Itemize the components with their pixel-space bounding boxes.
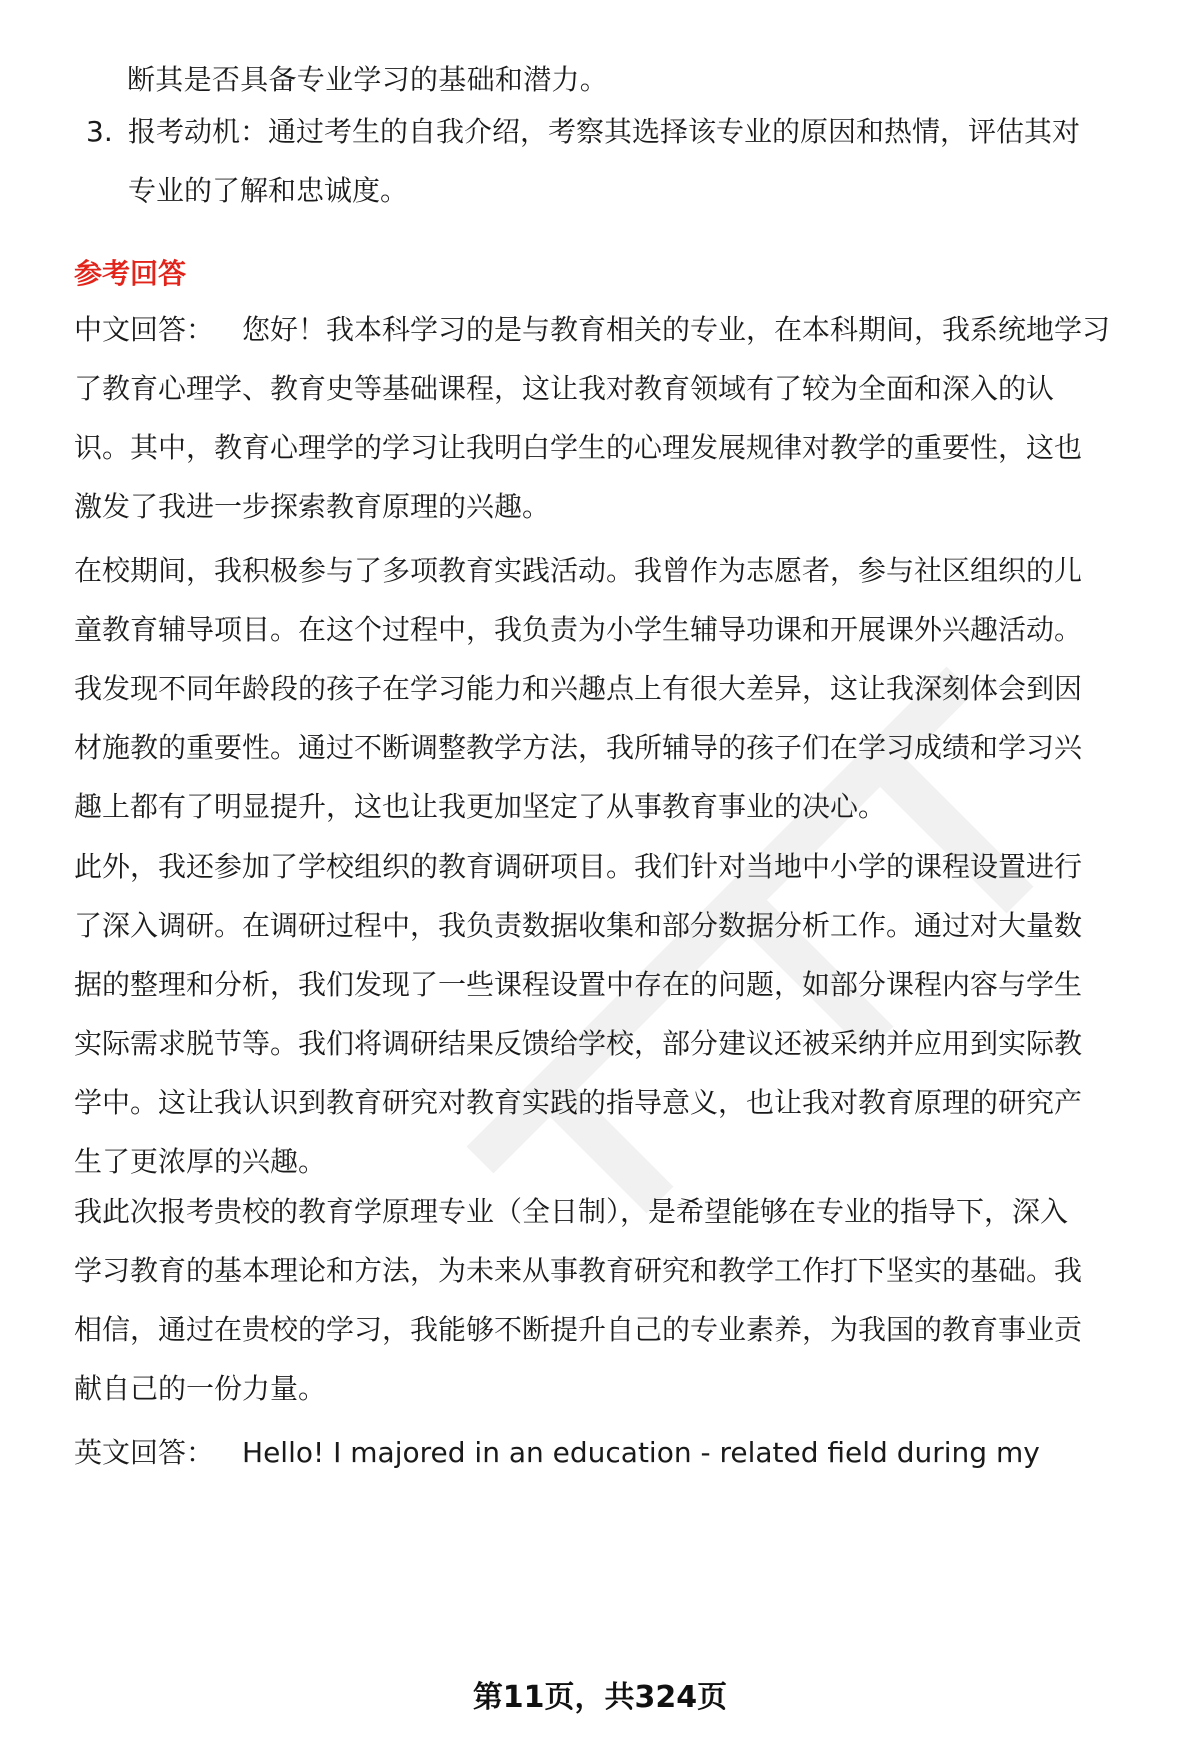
paragraph-line: 了深入调研。在调研过程中，我负责数据收集和部分数据分析工作。通过对大量数 — [74, 909, 1083, 942]
continuation-text: 断其是否具备专业学习的基础和潜力。 — [127, 63, 609, 96]
paragraph-line: 学习教育的基本理论和方法，为未来从事教育研究和教学工作打下坚实的基础。我 — [74, 1254, 1083, 1287]
page-footer: 第11页，共324页 — [472, 1680, 728, 1715]
paragraph-label: 英文回答： — [74, 1436, 215, 1469]
list-number: 3. — [86, 115, 113, 148]
paragraph-line: 英文回答： Hello! I majored in an education - related field during my — [74, 1436, 1040, 1469]
paragraph-line: 相信，通过在贵校的学习，我能够不断提升自己的专业素养，为我国的教育事业贡 — [74, 1313, 1083, 1346]
list-item-3 — [86, 102, 1156, 220]
paragraph-line: 激发了我进一步探索教育原理的兴趣。 — [74, 490, 551, 523]
paragraph-line: 学中。这让我认识到教育研究对教育实践的指导意义，也让我对教育原理的研究产 — [74, 1086, 1083, 1119]
paragraph-research-project — [74, 837, 1154, 1191]
paragraph-line: 据的整理和分析，我们发现了一些课程设置中存在的问题，如部分课程内容与学生 — [74, 968, 1083, 1001]
paragraph-line: 献自己的一份力量。 — [74, 1372, 327, 1405]
paragraph-english-answer — [74, 1423, 1154, 1482]
paragraph-line: 我发现不同年龄段的孩子在学习能力和兴趣点上有很大差异，这让我深刻体会到因 — [74, 672, 1083, 705]
paragraph-chinese-answer-1 — [74, 300, 1154, 536]
paragraph-application-motivation — [74, 1182, 1154, 1418]
paragraph-line: 了教育心理学、教育史等基础课程，这让我对教育领域有了较为全面和深入的认 — [74, 372, 1055, 405]
paragraph-line: 童教育辅导项目。在这个过程中，我负责为小学生辅导功课和开展课外兴趣活动。 — [74, 613, 1083, 646]
section-heading: 参考回答 — [74, 257, 187, 290]
paragraph-line: 材施教的重要性。通过不断调整教学方法，我所辅导的孩子们在学习成绩和学习兴 — [74, 731, 1083, 764]
continuation-line — [74, 50, 1154, 109]
paragraph-label: 中文回答： — [74, 313, 215, 346]
list-item-line-1: 报考动机：通过考生的自我介绍，考察其选择该专业的原因和热情，评估其对 — [128, 115, 1081, 148]
paragraph-line: 此外，我还参加了学校组织的教育调研项目。我们针对当地中小学的课程设置进行 — [74, 850, 1083, 883]
paragraph-line: 在校期间，我积极参与了多项教育实践活动。我曾作为志愿者，参与社区组织的儿 — [74, 554, 1083, 587]
paragraph-line: 生了更浓厚的兴趣。 — [74, 1145, 327, 1178]
paragraph-line: 我此次报考贵校的教育学原理专业（全日制），是希望能够在专业的指导下，深入 — [74, 1195, 1069, 1228]
paragraph-practice-activities — [74, 541, 1154, 836]
paragraph-line: 中文回答： 您好！我本科学习的是与教育相关的专业，在本科期间，我系统地学习 — [74, 313, 1111, 346]
paragraph-line: 趣上都有了明显提升，这也让我更加坚定了从事教育事业的决心。 — [74, 790, 887, 823]
paragraph-line: 实际需求脱节等。我们将调研结果反馈给学校，部分建议还被采纳并应用到实际教 — [74, 1027, 1083, 1060]
paragraph-line: 识。其中，教育心理学的学习让我明白学生的心理发展规律对教学的重要性，这也 — [74, 431, 1083, 464]
list-item-line-2: 专业的了解和忠诚度。 — [128, 174, 409, 207]
